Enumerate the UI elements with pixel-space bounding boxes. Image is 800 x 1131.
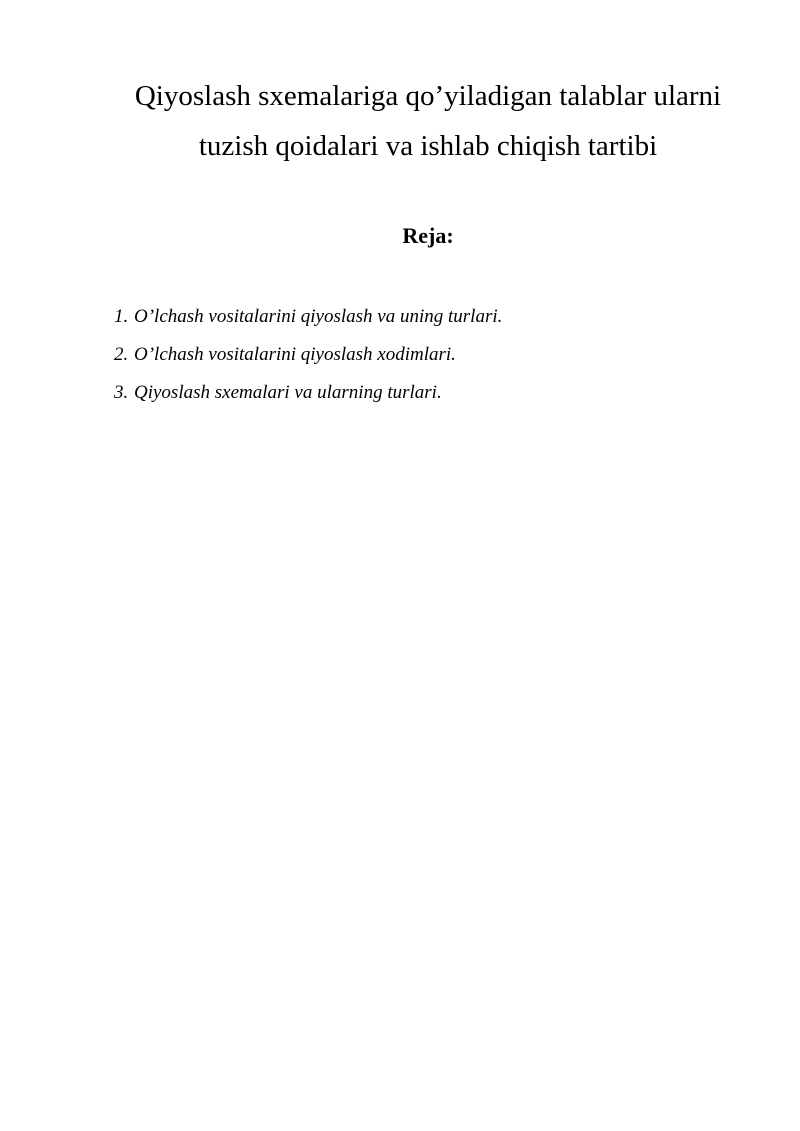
plan-item-3 xyxy=(114,381,502,405)
plan-list xyxy=(114,305,502,405)
plan-item-2 xyxy=(114,343,502,367)
plan-item-number: 1. xyxy=(114,306,129,327)
document-title-line-2: tuzish qoidalari va ishlab chiqish tartibi xyxy=(198,130,658,162)
plan-item-number: 2. xyxy=(114,344,129,365)
plan-item-1 xyxy=(114,305,502,329)
plan-item-number: 3. xyxy=(114,382,129,403)
plan-item-text: O’lchash vositalarini qiyoslash xodimlari. xyxy=(134,344,456,365)
plan-item-text: Qiyoslash sxemalari va ularning turlari. xyxy=(134,382,442,403)
plan-heading: Reja: xyxy=(402,223,454,248)
document-title-line-1: Qiyoslash sxemalariga qo’yiladigan talablar ularni xyxy=(134,80,722,112)
plan-item-text: O’lchash vositalarini qiyoslash va uning turlari. xyxy=(134,306,503,327)
